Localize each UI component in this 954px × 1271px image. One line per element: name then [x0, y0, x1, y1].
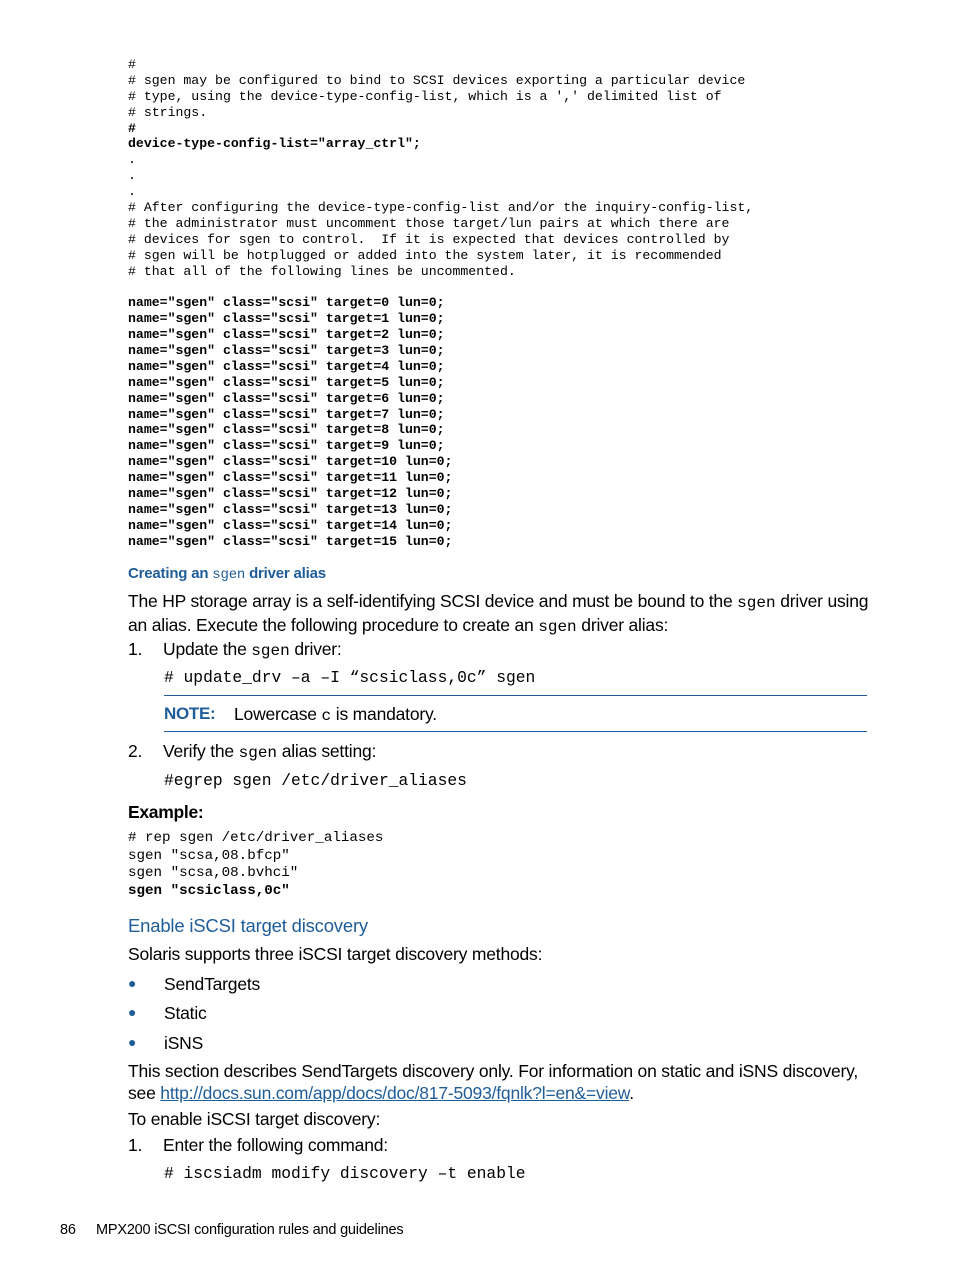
alias-step-1 [128, 639, 342, 663]
update-drv-command: # update_drv –a –I “scsiclass,0c” sgen [164, 668, 536, 687]
alias-step-2 [128, 741, 376, 765]
page-number: 86 [60, 1222, 76, 1238]
bullet-icon: ● [128, 975, 137, 991]
code-line: # After configuring the device-type-config-list and/or the inquiry-config-list, [128, 200, 754, 216]
code-line: # [128, 57, 136, 72]
bullet-item [128, 1003, 207, 1024]
iscsiadm-command: # iscsiadm modify discovery –t enable [164, 1164, 526, 1183]
code-line: name="sgen" class="scsi" target=9 lun=0; [128, 438, 445, 454]
note-box [164, 695, 867, 732]
example-label: Example: [128, 802, 204, 822]
text: driver using an alias. Execute the following procedure to create an [128, 591, 869, 635]
code-line: # sgen may be configured to bind to SCSI devices exporting a particular device [128, 72, 746, 88]
code-line: sgen "scsa,08.bfcp" [128, 847, 290, 864]
sun-docs-link[interactable]: http://docs.sun.com/app/docs/doc/817-5093/fqnlk?l=en&=view [160, 1082, 630, 1103]
text: Enter the following command: [163, 1135, 388, 1155]
text: The HP storage array is a self-identifying SCSI device and must be bound to the [128, 591, 738, 611]
discovery-heading: Enable iSCSI target discovery [128, 915, 368, 936]
alias-intro-paragraph [128, 591, 873, 638]
code-line: name="sgen" class="scsi" target=4 lun=0; [128, 358, 445, 374]
bullet-item [128, 1033, 203, 1054]
code-line: # [128, 120, 136, 136]
code-line: name="sgen" class="scsi" target=7 lun=0; [128, 406, 445, 422]
example-code-block [128, 830, 383, 900]
code-line: device-type-config-list="array_ctrl"; [128, 136, 421, 152]
discovery-paragraph [128, 1061, 873, 1104]
code-line: # type, using the device-type-config-list, which is a ',' delimited list of [128, 88, 722, 104]
code-line: # strings. [128, 104, 208, 120]
step-number: 2. [128, 741, 143, 761]
code-line: name="sgen" class="scsi" target=13 lun=0; [128, 501, 453, 517]
code-line: # sgen will be hotplugged or added into the system later, it is recommended [128, 247, 722, 263]
code-line: # devices for sgen to control. If it is expected that devices controlled by [128, 231, 730, 247]
bullet-icon: ● [128, 1004, 137, 1020]
text: driver alias: [576, 614, 669, 635]
text: driver: [289, 639, 342, 659]
code-line: # rep sgen /etc/driver_aliases [128, 830, 384, 846]
code-line: name="sgen" class="scsi" target=6 lun=0; [128, 390, 445, 406]
bullet-icon: ● [128, 1034, 137, 1050]
code-line: sgen "scsiclass,0c" [128, 882, 290, 899]
inline-code: sgen [737, 594, 776, 612]
text: Lowercase [234, 704, 322, 724]
step-number: 1. [128, 1135, 143, 1155]
inline-code: sgen [538, 617, 577, 636]
code-line: name="sgen" class="scsi" target=10 lun=0; [128, 454, 453, 470]
page-footer [60, 1222, 403, 1238]
note-text [234, 704, 437, 725]
code-line: name="sgen" class="scsi" target=8 lun=0; [128, 422, 445, 438]
code-line: name="sgen" class="scsi" target=3 lun=0; [128, 343, 445, 359]
code-line: . [128, 152, 136, 168]
code-line: name="sgen" class="scsi" target=0 lun=0; [128, 295, 445, 311]
text: . [629, 1082, 634, 1103]
bullet-item [128, 974, 260, 995]
inline-code: sgen [251, 642, 290, 660]
footer-title: MPX200 iSCSI configuration rules and guidelines [96, 1222, 404, 1238]
text: This section describes SendTargets discovery only. For information on static and iSNS discovery, see [128, 1061, 859, 1103]
discovery-step-1 [128, 1135, 388, 1157]
text: alias setting: [277, 741, 377, 761]
text: Update the [163, 639, 252, 659]
code-line [128, 279, 753, 295]
code-line: name="sgen" class="scsi" target=14 lun=0; [128, 517, 453, 533]
heading-text: Creating an [128, 565, 213, 582]
egrep-command: #egrep sgen /etc/driver_aliases [164, 771, 467, 790]
bullet-text: iSNS [164, 1033, 204, 1053]
code-line: # the administrator must uncomment those target/lun pairs at which there are [128, 215, 730, 231]
bullet-text: SendTargets [164, 974, 261, 994]
inline-code: sgen [238, 744, 278, 762]
heading-text: driver alias [245, 565, 326, 582]
heading-code: sgen [212, 567, 246, 583]
code-line: # that all of the following lines be uncommented. [128, 263, 516, 279]
code-line: name="sgen" class="scsi" target=5 lun=0; [128, 374, 445, 390]
note-label: NOTE: [164, 704, 216, 723]
code-line: . [128, 168, 136, 184]
code-line: name="sgen" class="scsi" target=12 lun=0; [128, 486, 453, 502]
code-line: . [128, 184, 136, 200]
text: is mandatory. [331, 704, 437, 724]
sgen-alias-heading [128, 565, 326, 583]
code-line: name="sgen" class="scsi" target=15 lun=0; [128, 533, 453, 549]
bullet-text: Static [164, 1003, 207, 1023]
code-line: sgen "scsa,08.bvhci" [128, 865, 299, 881]
discovery-intro: Solaris supports three iSCSI target discovery methods: [128, 944, 543, 964]
text: Verify the [163, 741, 239, 761]
code-line: name="sgen" class="scsi" target=1 lun=0; [128, 311, 445, 327]
inline-code: c [321, 707, 332, 725]
code-line: name="sgen" class="scsi" target=2 lun=0; [128, 327, 445, 343]
step-number: 1. [128, 639, 143, 659]
config-code-block [128, 57, 753, 550]
code-line: name="sgen" class="scsi" target=11 lun=0; [128, 470, 453, 486]
enable-intro: To enable iSCSI target discovery: [128, 1109, 381, 1129]
